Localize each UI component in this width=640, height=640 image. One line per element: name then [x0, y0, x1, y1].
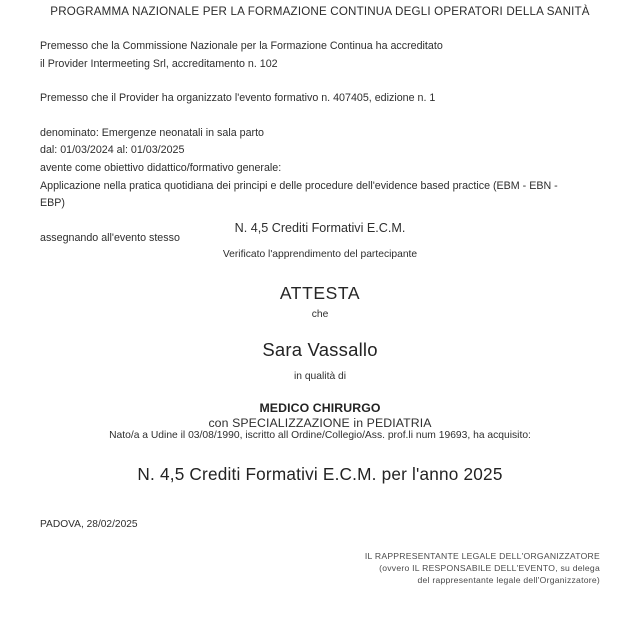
credits-for-year: N. 4,5 Crediti Formativi E.C.M. per l'anno 2025 — [137, 464, 503, 484]
participant-name: Sara Vassallo — [262, 339, 378, 360]
attests-heading: ATTESTA — [279, 283, 361, 303]
objective-text: Applicazione nella pratica quotidiana dei principi e delle procedure dell'evidence based practice (EBM - EBN - EBP) — [40, 179, 558, 210]
signature-block — [280, 550, 600, 587]
accreditation-line-2: il Provider Intermeeting Srl, accreditamento n. 102 — [40, 57, 278, 70]
signature-line-2: (ovvero IL RESPONSABILE DELL'EVENTO, su delega — [379, 563, 600, 574]
credits-awarded: N. 4,5 Crediti Formativi E.C.M. — [234, 221, 406, 235]
event-organized-paragraph — [40, 90, 582, 108]
in-capacity-label: in qualità di — [293, 371, 347, 382]
event-dates-line: dal: 01/03/2024 al: 01/03/2025 — [40, 144, 185, 157]
preamble-section — [40, 38, 582, 247]
event-details-paragraph — [40, 125, 582, 213]
birth-registration-line: Nato/a a Udine il 03/08/1990, iscritto all Ordine/Collegio/Ass. prof.li num 19693, ha acquisito: — [109, 430, 531, 441]
signature-line-1: IL RAPPRESENTANTE LEGALE DELL'ORGANIZZATORE — [364, 551, 600, 561]
learning-verified-note: Verificato l'apprendimento del partecipante — [222, 249, 418, 260]
place-and-date: PADOVA, 28/02/2025 — [40, 519, 138, 530]
profession-title: MEDICO CHIRURGO — [259, 401, 381, 415]
page-title: PROGRAMMA NAZIONALE PER LA FORMAZIONE CONTINUA DEGLI OPERATORI DELLA SANITÀ — [50, 5, 590, 18]
accreditation-paragraph — [40, 38, 582, 73]
assigning-line: assegnando all'evento stesso — [40, 231, 180, 244]
accreditation-line-1: Premesso che la Commissione Nazionale per la Formazione Continua ha accreditato — [40, 40, 443, 52]
objective-label-line: avente come obiettivo didattico/formativo generale: — [40, 161, 282, 174]
specialization-title: con SPECIALIZZAZIONE in PEDIATRIA — [208, 416, 432, 430]
signature-line-3: del rappresentante legale dell'Organizzatore) — [417, 575, 600, 586]
event-name-line: denominato: Emergenze neonatali in sala parto — [40, 126, 264, 139]
event-organized-line: Premesso che il Provider ha organizzato l'evento formativo n. 407405, edizione n. 1 — [40, 92, 436, 105]
that-word: che — [311, 309, 329, 320]
